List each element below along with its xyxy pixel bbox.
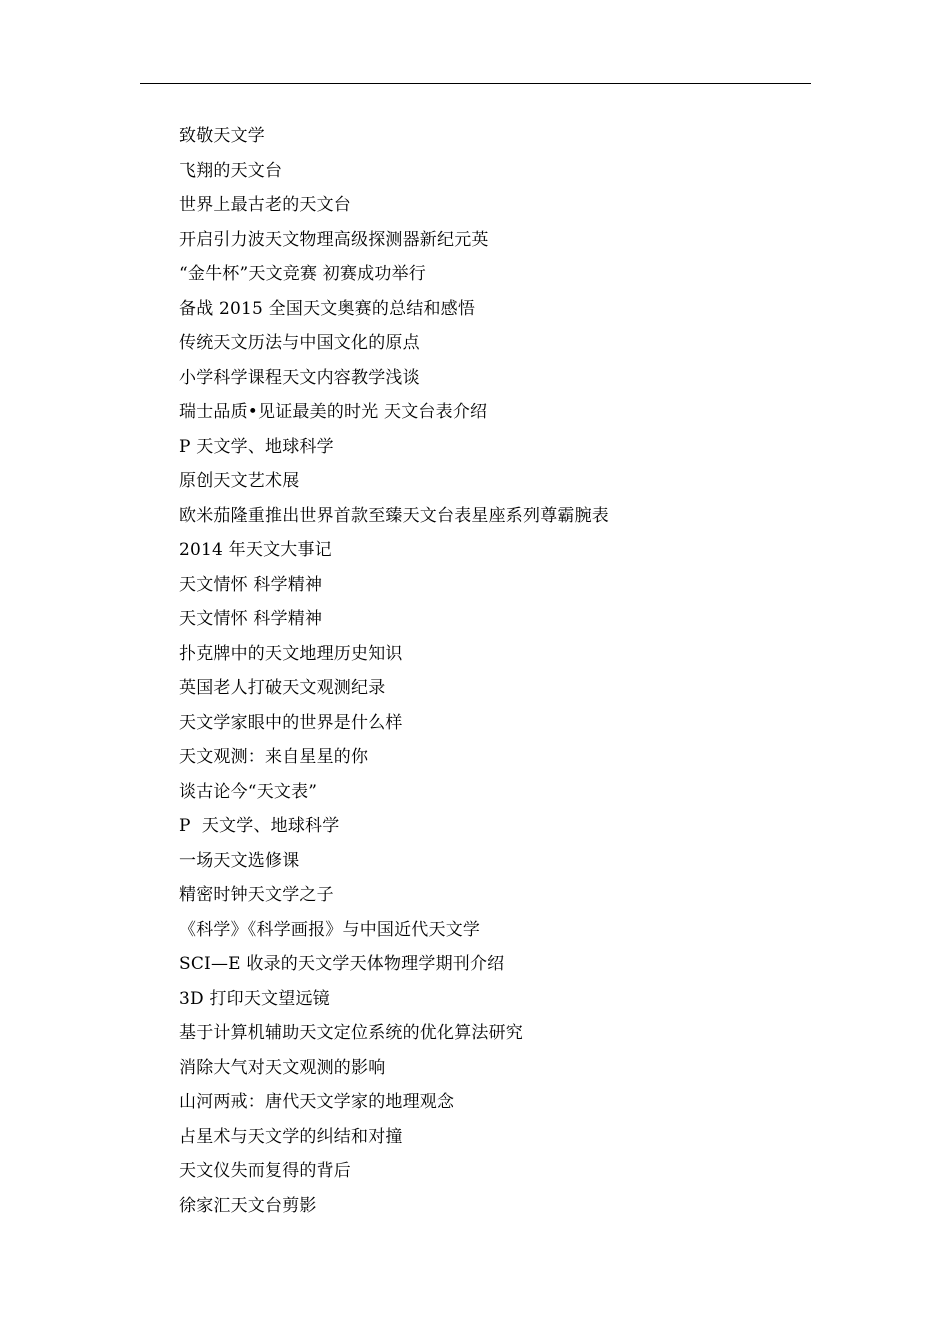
list-item: 天文观测：来自星星的你 xyxy=(179,747,369,767)
list-item: 天文情怀 科学精神 xyxy=(179,574,323,595)
list-item: P 天文学、地球科学 xyxy=(179,436,334,457)
list-item: 《科学》《科学画报》与中国近代天文学 xyxy=(179,919,481,940)
list-item: 2014 年天文大事记 xyxy=(179,540,332,560)
list-item: 世界上最古老的天文台 xyxy=(179,195,351,215)
list-item: 原创天文艺术展 xyxy=(179,471,300,491)
list-item: 备战 2015 全国天文奥赛的总结和感悟 xyxy=(179,298,476,319)
list-item: 传统天文历法与中国文化的原点 xyxy=(179,333,420,353)
list-item: 山河两戒：唐代天文学家的地理观念 xyxy=(179,1092,455,1112)
list-item: 扑克牌中的天文地理历史知识 xyxy=(179,643,403,664)
list-item: 致敬天文学 xyxy=(179,126,265,146)
list-item: 瑞士品质•见证最美的时光 天文台表介绍 xyxy=(179,402,488,422)
list-item: 基于计算机辅助天文定位系统的优化算法研究 xyxy=(179,1023,523,1043)
list-item: SCI—E 收录的天文学天体物理学期刊介绍 xyxy=(179,954,505,974)
header-rule xyxy=(140,83,811,84)
list-item: 飞翔的天文台 xyxy=(179,160,283,181)
list-item: 天文学家眼中的世界是什么样 xyxy=(179,712,403,733)
list-item: 消除大气对天文观测的影响 xyxy=(179,1057,386,1078)
list-item: 徐家汇天文台剪影 xyxy=(179,1195,317,1216)
list-item: 谈古论今“天文表” xyxy=(179,781,318,802)
list-item: 3D 打印天文望远镜 xyxy=(179,988,330,1009)
list-item: 天文仪失而复得的背后 xyxy=(179,1161,351,1181)
list-item: 英国老人打破天文观测纪录 xyxy=(179,678,386,698)
list-item: 开启引力波天文物理高级探测器新纪元英 xyxy=(179,229,489,250)
list-item: 欧米茄隆重推出世界首款至臻天文台表星座系列尊霸腕表 xyxy=(179,505,609,526)
list-item: 占星术与天文学的纠结和对撞 xyxy=(179,1126,403,1147)
article-title-list xyxy=(179,122,609,1226)
list-item: 一场天文选修课 xyxy=(179,850,300,871)
list-item: 精密时钟天文学之子 xyxy=(179,885,334,905)
list-item: P 天文学、地球科学 xyxy=(179,816,340,836)
list-item: 天文情怀 科学精神 xyxy=(179,609,323,629)
list-item: “金牛杯”天文竞赛 初赛成功举行 xyxy=(179,264,426,284)
list-item: 小学科学课程天文内容教学浅谈 xyxy=(179,367,420,388)
